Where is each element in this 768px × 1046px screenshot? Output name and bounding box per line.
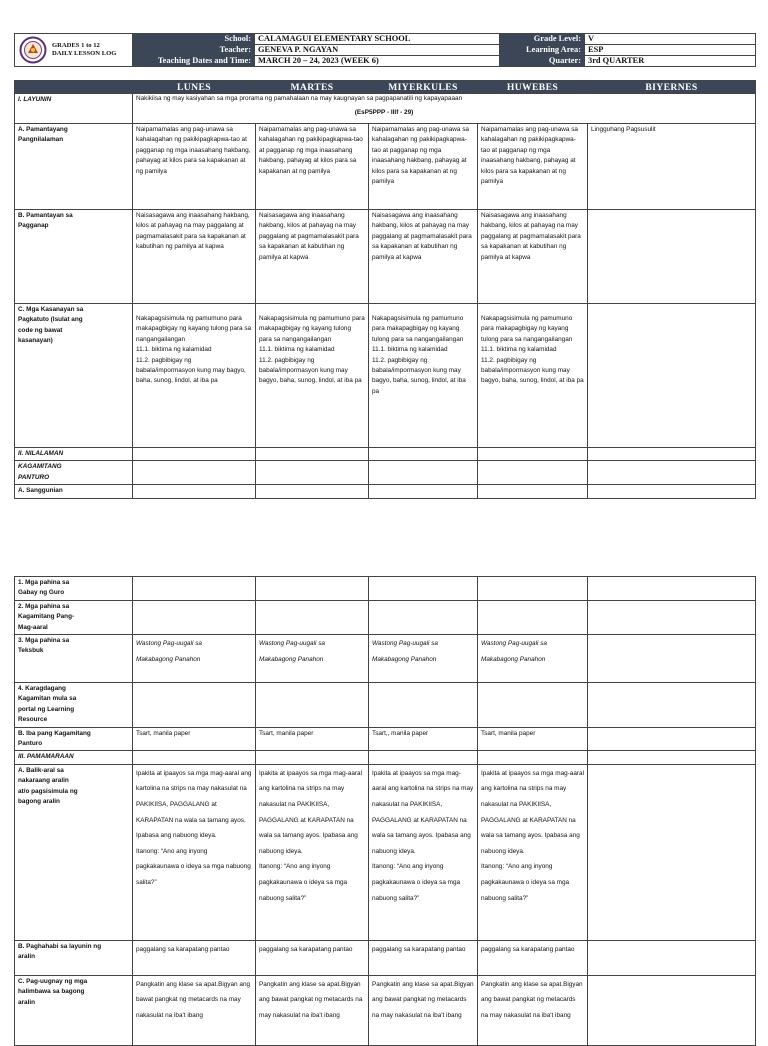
day-tuesday: MARTES (256, 81, 369, 94)
day-friday: BIYERNES (588, 81, 756, 94)
karagdagang-kagamitan-label: 4. Karagdagang Kagamitan mula sa portal ng Learning Resource (15, 683, 133, 728)
pag-uugnay-tuesday: Pangkatin ang klase sa apat.Bigyan ang bawat pangkat ng metacards na may nakasulat na iba't ibang (256, 975, 369, 1045)
balik-aral-thursday: Ipakita at ipaayos sa mga mag-aaral ang kartolina na strips na may nakasulat na PAKIKIISA, PAGGALANG at KARAPATAN na wala sa tamang ayos. Ipabasa ang nabuong ideya. Itanong: “Ano ang inyong pagkakaunawa o ideya sa mga nabuong salita?” (478, 764, 588, 940)
layunin-text: Nakikiisa ng may kasiyahan sa mga prorama ng pamahalaan na may kaugnayan sa pagpapanatili ng kapayapaaan (136, 95, 463, 102)
quarter-label: Quarter: (500, 56, 585, 67)
competency-code: (EsP5PPP - IIIf - 29) (354, 109, 414, 117)
pag-uugnay-thursday: Pangkatin ang klase sa apat.Bigyan ang bawat pangkat ng metacards na may nakasulat na iba't ibang (478, 975, 588, 1045)
gabay-ng-guro-label: 1. Mga pahina sa Gabay ng Guro (15, 577, 133, 601)
pamamaraan-label: III. PAMAMARAAN (15, 751, 133, 764)
a-thursday: Naipamamalas ang pag-unawa sa kahalagahan ng pakikipagkapwa-tao at pagganap ng mga inaasahang hakbang, pahayag at kilos para sa kapakanan at ng pamilya (478, 124, 588, 210)
learning-area-value: ESP (585, 45, 756, 56)
paghahabi-label: B. Paghahabi sa layunin ng aralin (15, 940, 133, 975)
pamantayang-pangnilalaman-label: A. Pamantayang Pangnilalaman (15, 124, 133, 210)
iba-pang-tuesday: Tsart, manila paper (256, 727, 369, 751)
c-tuesday: Nakapagsisimula ng pamumuno para makapagbigay ng kayang tulong para sa nangangailangan 11.1. biktima ng kalamidad 11.2. pagbibigay ng babala/impormasyon kung may bagyo, baha, sunog, lindol, at iba pa (256, 304, 369, 448)
pag-uugnay-wednesday: Pangkatin ang klase sa apat.Bigyan ang bawat pangkat ng metacards na may nakasulat na iba't ibang (369, 975, 478, 1045)
teaching-dates-label: Teaching Dates and Time: (133, 56, 255, 67)
iba-pang-wednesday: Tsart,, manila paper (369, 727, 478, 751)
pag-uugnay-label: C. Pag-uugnay ng mga halimbawa sa bagong aralin (15, 975, 133, 1045)
layunin-cell (133, 94, 756, 124)
pag-uugnay-monday: Pangkatin ang klase sa apat.Bigyan ang bawat pangkat ng metacards na may nakasulat na iba't ibang (133, 975, 256, 1045)
school-value: CALAMAGUI ELEMENTARY SCHOOL (255, 34, 500, 45)
b-friday (588, 210, 756, 304)
c-monday: Nakapagsisimula ng pamumuno para makapagbigay ng kayang tulong para sa nangangailangan 11.1. biktima ng kalamidad 11.2. pagbibigay ng babala/impormasyon kung may bagyo, baha, sunog, lindol, at iba pa (133, 304, 256, 448)
lesson-table-part2 (14, 576, 756, 1046)
b-tuesday: Naisasagawa ang inaasahang hakbang, kilos at pahayag na may paggalang at pagmamalasakit para sa kapakanan at kabutihan ng pamilya at kapwa (256, 210, 369, 304)
balik-aral-monday: Ipakita at ipaayos sa mga mag-aaral ang kartolina na strips na may nakasulat na PAKIKIISA, PAGGALANG at KARAPATAN na wala sa tamang ayos. Ipabasa ang nabuong ideya. Itanong: “Ano ang inyong pagkakaunawa o ideya sa mga nabuong salita?” (133, 764, 256, 940)
balik-aral-tuesday: Ipakita at ipaayos sa mga mag-aaral ang kartolina na strips na may nakasulat na PAKIKIISA, PAGGALANG at KARAPATAN na wala sa tamang ayos. Ipabasa ang nabuong ideya. Itanong: “Ano ang inyong pagkakaunawa o ideya sa mga nabuong salita?” (256, 764, 369, 940)
paghahabi-thursday: paggalang sa karapatang pantao (478, 940, 588, 975)
grade-level-value: V (585, 34, 756, 45)
kagamitang-panturo-label: KAGAMITANG PANTURO (15, 461, 133, 485)
iba-pang-thursday: Tsart, manila paper (478, 727, 588, 751)
kagamitang-pang-mag-aaral-label: 2. Mga pahina sa Kagamitang Pang- Mag-aaral (15, 600, 133, 634)
iba-pang-kagamitan-label: B. Iba pang Kagamitang Panturo (15, 727, 133, 751)
a-friday: Lingguhang Pagsusulit (588, 124, 756, 210)
learning-area-label: Learning Area: (500, 45, 585, 56)
paghahabi-tuesday: paggalang sa karapatang pantao (256, 940, 369, 975)
day-header-row (14, 80, 756, 94)
teksbuk-wednesday: Wastong Pag-uugali sa Makabagong Panahon (369, 635, 478, 683)
paghahabi-wednesday: paggalang sa karapatang pantao (369, 940, 478, 975)
teksbuk-label: 3. Mga pahina sa Teksbuk (15, 635, 133, 683)
sanggunian-label: A. Sanggunian (15, 485, 133, 498)
iba-pang-monday: Tsart, manila paper (133, 727, 256, 751)
c-thursday: Nakapagsisimula ng pamumuno para makapagbigay ng kayang tulong para sa nangangailangan 11.1. biktima ng kalamidad 11.2. pagbibigay ng babala/impormasyon kung may bagyo, baha, sunog, lindol, at iba pa (478, 304, 588, 448)
nilalaman-label: II. NILALAMAN (15, 448, 133, 461)
quarter-value: 3rd QUARTER (585, 56, 756, 67)
teaching-dates-value: MARCH 20 – 24, 2023 (WEEK 6) (255, 56, 500, 67)
teksbuk-tuesday: Wastong Pag-uugali sa Makabagong Panahon (256, 635, 369, 683)
logo-title: GRADES 1 to 12 DAILY LESSON LOG (52, 41, 117, 57)
c-wednesday: Nakapagsisimula ng pamumuno para makapagbigay ng kayang tulong para sa nangangailangan 11.1. biktima ng kalamidad 11.2. pagbibigay ng babala/impormasyon kung may bagyo, baha, sunog, lindol, at iba pa (369, 304, 478, 448)
a-monday: Naipamamalas ang pag-unawa sa kahalagahan ng pakikipagkapwa-tao at pagganap ng mga inaasahang hakbang, pahayag at kilos para sa kapakanan at ng pamilya (133, 124, 256, 210)
lesson-table-part1 (14, 93, 756, 499)
balik-aral-wednesday: Ipakita at ipaayos sa mga mag-aaral ang kartolina na strips na may nakasulat na PAKIKIISA, PAGGALANG at KARAPATAN na wala sa tamang ayos. Ipabasa ang nabuong ideya. Itanong: “Ano ang inyong pagkakaunawa o ideya sa mga nabuong salita?” (369, 764, 478, 940)
c-friday (588, 304, 756, 448)
day-monday: LUNES (133, 81, 256, 94)
a-tuesday: Naipamamalas ang pag-unawa sa kahalagahan ng pakikipagkapwa-tao at pagganap ng mga inaasahang hakbang, pahayag at kilos para sa kapakanan at ng pamilya (256, 124, 369, 210)
header-logo-cell (15, 34, 133, 67)
b-thursday: Naisasagawa ang inaasahang hakbang, kilos at pahayag na may paggalang at pagmamalasakit para sa kapakanan at kabutihan ng pamilya at kapwa (478, 210, 588, 304)
teksbuk-thursday: Wastong Pag-uugali sa Makabagong Panahon (478, 635, 588, 683)
teacher-value: GENEVA P. NGAYAN (255, 45, 500, 56)
school-label: School: (133, 34, 255, 45)
a-wednesday: Naipamamalas ang pag-unawa sa kahalagahan ng pakikipagkapwa-tao at pagganap ng mga inaasahang hakbang, pahayag at kilos para sa kapakanan at ng pamilya (369, 124, 478, 210)
paghahabi-monday: paggalang sa karapatang pantao (133, 940, 256, 975)
balik-aral-label: A. Balik-aral sa nakaraang aralin at/o pagsisimula ng bagong aralin (15, 764, 133, 940)
pamantayan-sa-pagganap-label: B. Pamantayan sa Pagganap (15, 210, 133, 304)
b-monday: Naisasagawa ang inaasahang hakbang, kilos at pahayag na may paggalang at pagmamalasakit para sa kapakanan at kabutihan ng pamilya at kapwa (133, 210, 256, 304)
teksbuk-monday: Wastong Pag-uugali sa Makabagong Panahon (133, 635, 256, 683)
lesson-log-header (14, 33, 756, 67)
day-wednesday: MIYERKULES (369, 81, 478, 94)
layunin-label: I. LAYUNIN (15, 94, 133, 124)
blank-header (15, 81, 133, 94)
day-thursday: HUWEBES (478, 81, 588, 94)
kasanayan-label: C. Mga Kasanayan sa Pagkatuto (Isulat ang code ng bawat kasanayan) (15, 304, 133, 448)
grade-level-label: Grade Level: (500, 34, 585, 45)
b-wednesday: Naisasagawa ang inaasahang hakbang, kilos at pahayag na may paggalang at pagmamalasakit para sa kapakanan at kabutihan ng pamilya at kapwa (369, 210, 478, 304)
deped-seal-icon (18, 36, 48, 64)
teacher-label: Teacher: (133, 45, 255, 56)
